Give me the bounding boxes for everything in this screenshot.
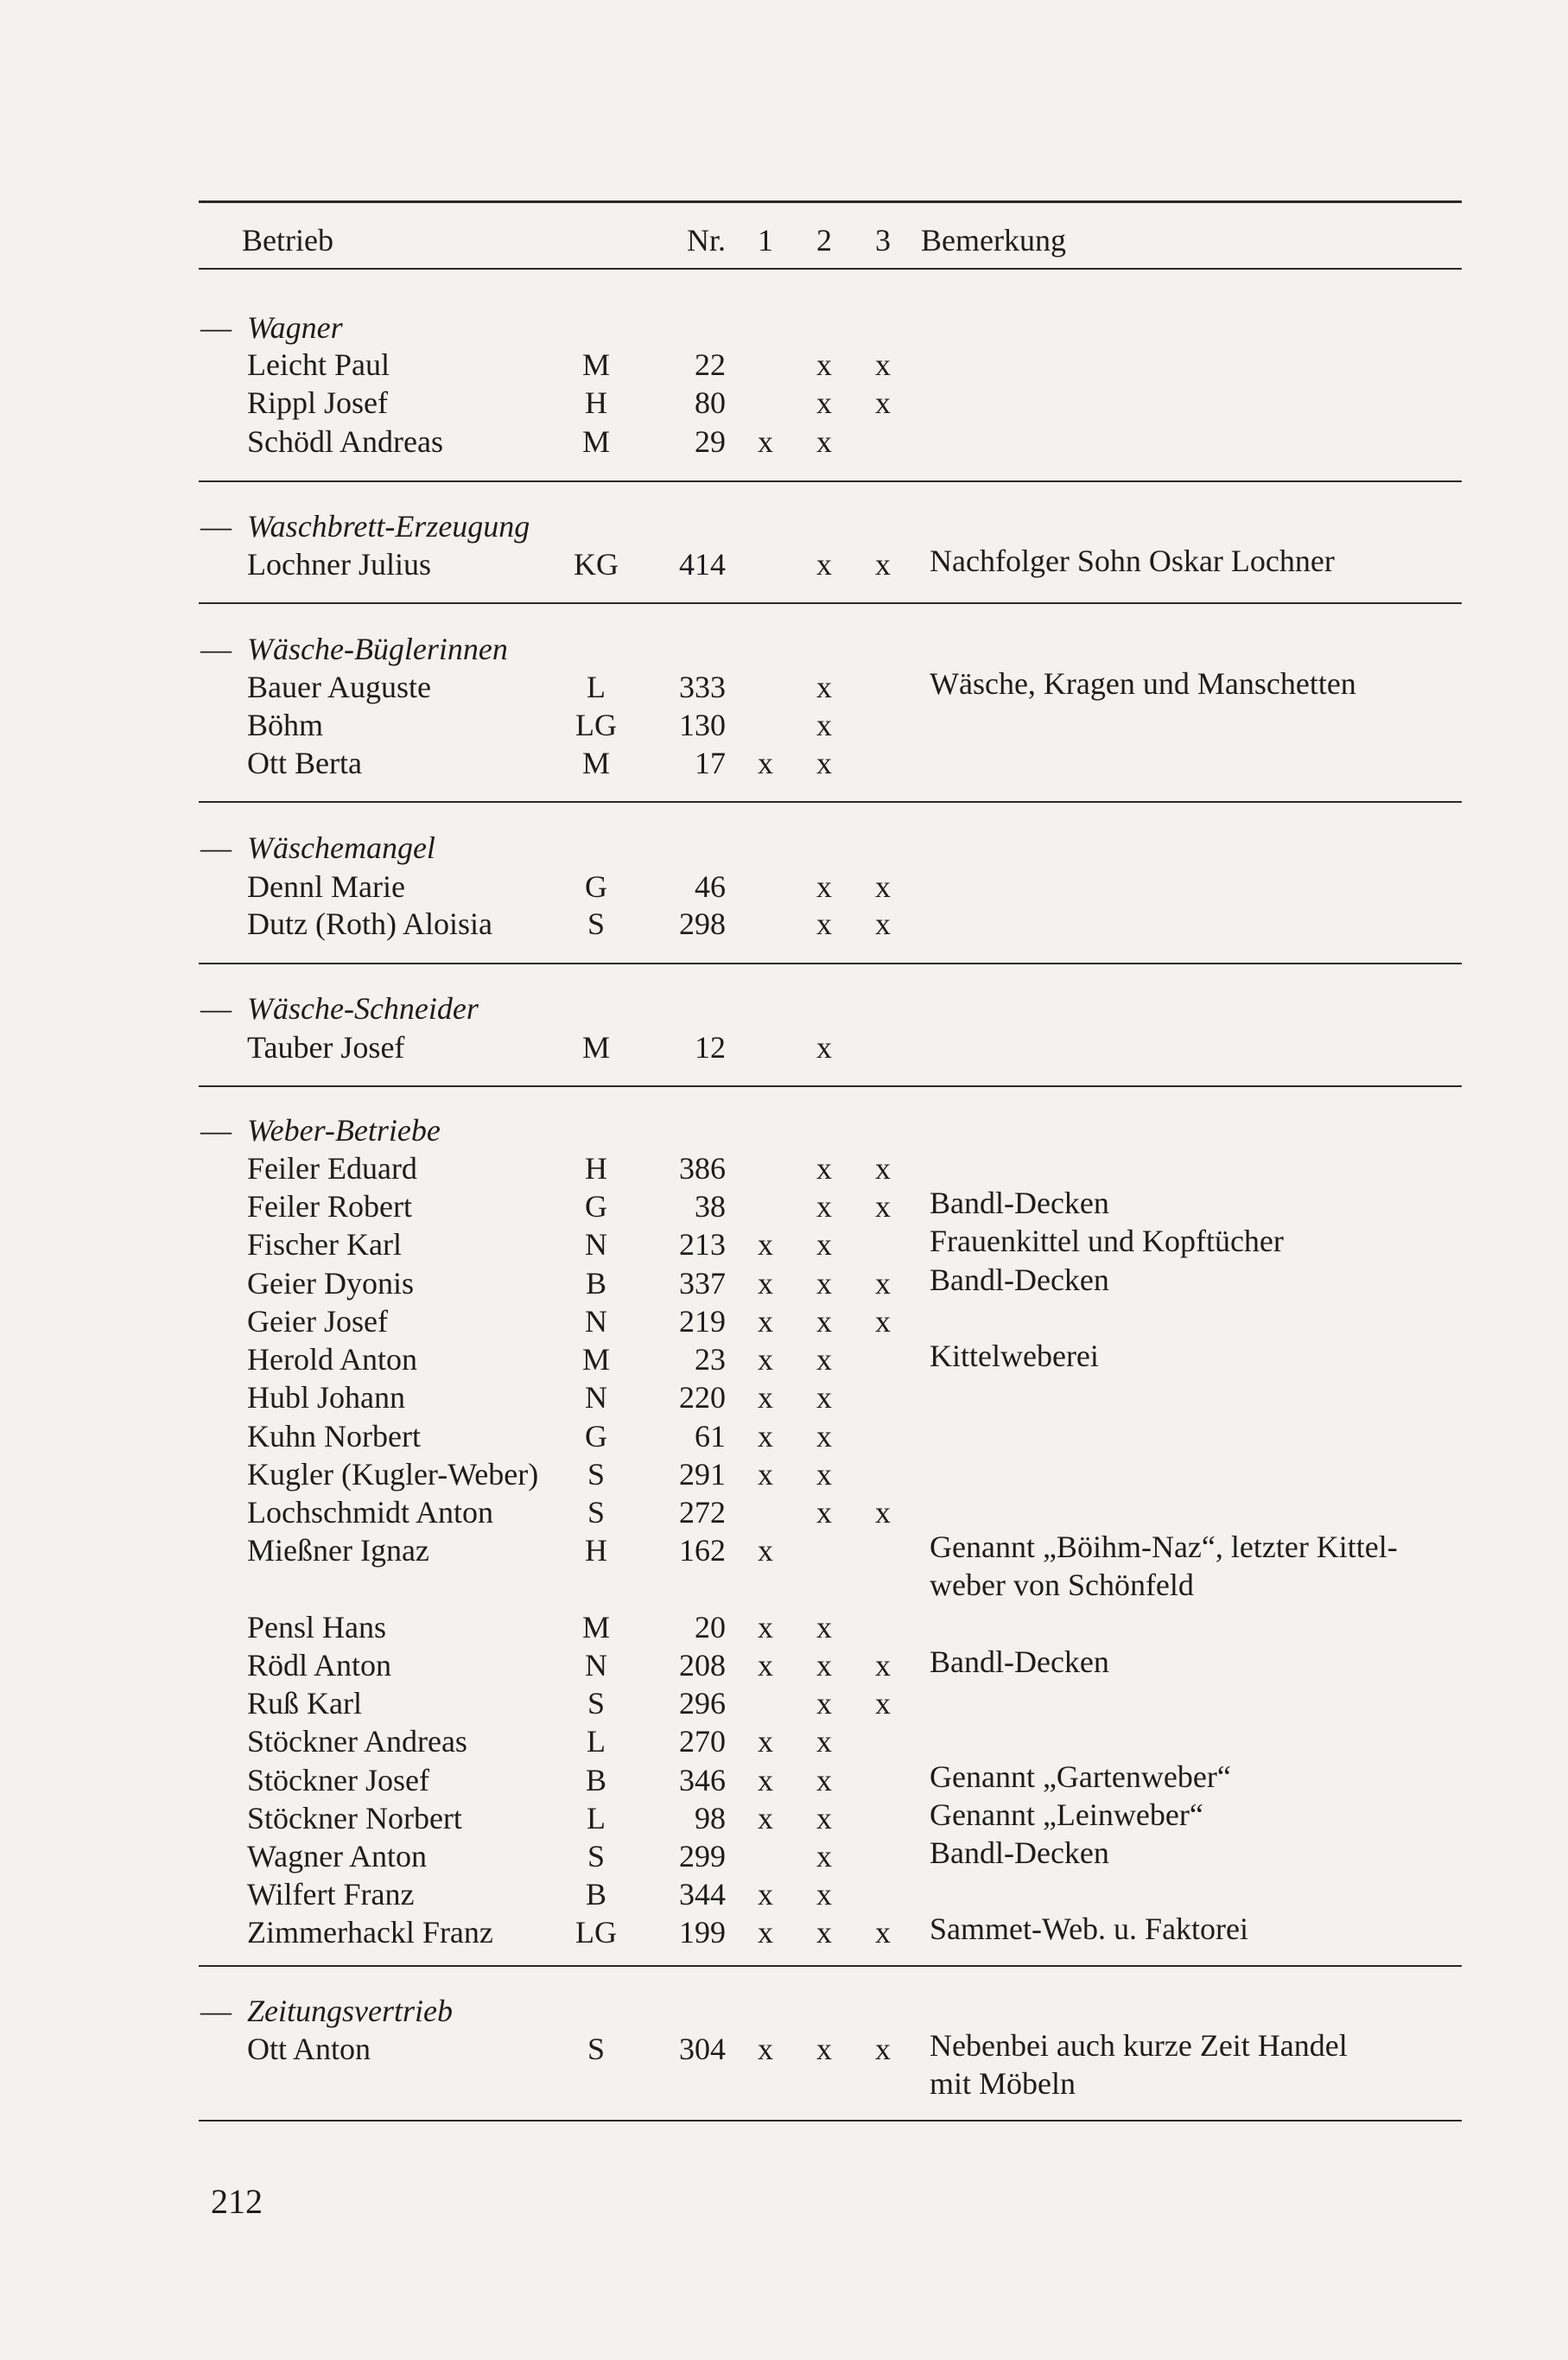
entry-mark-col-1: x bbox=[758, 1648, 773, 1683]
entry-number: 344 bbox=[679, 1877, 726, 1912]
entry-mark-col-1: x bbox=[758, 1801, 773, 1835]
entry-number: 333 bbox=[679, 670, 726, 704]
section-title: Wagner bbox=[247, 310, 343, 345]
entry-remark: Kittelweberei bbox=[930, 1339, 1099, 1373]
entry-code: B bbox=[585, 1877, 606, 1912]
entry-number: 213 bbox=[679, 1227, 726, 1262]
entry-mark-col-2: x bbox=[816, 1189, 832, 1224]
entry-code: M bbox=[581, 1610, 610, 1644]
entry-remark: Genannt „Gartenweber“ bbox=[930, 1759, 1231, 1794]
entry-number: 414 bbox=[679, 547, 726, 582]
section-rule bbox=[199, 963, 1462, 964]
entry-code: H bbox=[585, 1151, 607, 1186]
entry-name: Stöckner Norbert bbox=[247, 1801, 462, 1835]
entry-number: 296 bbox=[679, 1686, 726, 1721]
entry-mark-col-2: x bbox=[816, 1342, 832, 1377]
header-rule bbox=[199, 268, 1462, 270]
entry-mark-col-2: x bbox=[816, 1724, 832, 1759]
entry-mark-col-2: x bbox=[816, 1457, 832, 1492]
section-dash: — bbox=[200, 509, 232, 544]
entry-mark-col-1: x bbox=[758, 1342, 773, 1377]
entry-code: L bbox=[587, 670, 606, 704]
entry-name: Lochschmidt Anton bbox=[247, 1495, 493, 1530]
entry-name: Ruß Karl bbox=[247, 1686, 362, 1721]
entry-name: Tauber Josef bbox=[247, 1030, 405, 1065]
entry-mark-col-3: x bbox=[875, 1648, 891, 1683]
entry-name: Dutz (Roth) Aloisia bbox=[247, 906, 492, 941]
section-dash: — bbox=[200, 1994, 232, 2028]
entry-number: 337 bbox=[679, 1266, 726, 1301]
section-rule bbox=[199, 801, 1462, 803]
entry-code: S bbox=[587, 906, 606, 941]
entry-remark: Bandl-Decken bbox=[930, 1186, 1109, 1220]
entry-mark-col-2: x bbox=[816, 1419, 832, 1454]
entry-mark-col-2: x bbox=[816, 1915, 832, 1950]
entry-code: KG bbox=[574, 547, 619, 582]
entry-number: 46 bbox=[695, 869, 726, 904]
entry-name: Wilfert Franz bbox=[247, 1877, 415, 1912]
entry-mark-col-2: x bbox=[816, 670, 832, 704]
entry-code: S bbox=[587, 1839, 606, 1873]
entry-mark-col-1: x bbox=[758, 2032, 773, 2066]
entry-code: N bbox=[585, 1227, 607, 1262]
section-title: Waschbrett-Erzeugung bbox=[247, 509, 530, 544]
entry-code: M bbox=[581, 1342, 610, 1377]
entry-code: G bbox=[585, 1419, 607, 1454]
header-col-2: 2 bbox=[816, 223, 832, 258]
entry-number: 20 bbox=[695, 1610, 726, 1644]
entry-mark-col-2: x bbox=[816, 1266, 832, 1301]
entry-mark-col-1: x bbox=[758, 1877, 773, 1912]
entry-code: M bbox=[581, 746, 610, 780]
entry-number: 304 bbox=[679, 2032, 726, 2066]
entry-code: B bbox=[585, 1763, 606, 1797]
entry-mark-col-2: x bbox=[816, 869, 832, 904]
entry-mark-col-3: x bbox=[875, 1915, 891, 1950]
section-rule bbox=[199, 2120, 1462, 2121]
entry-name: Rödl Anton bbox=[247, 1648, 392, 1683]
entry-mark-col-1: x bbox=[758, 1419, 773, 1454]
entry-code: S bbox=[587, 1457, 606, 1492]
entry-number: 130 bbox=[679, 708, 726, 742]
entry-name: Rippl Josef bbox=[247, 385, 389, 420]
section-dash: — bbox=[200, 632, 232, 666]
entry-mark-col-3: x bbox=[875, 385, 891, 420]
entry-mark-col-1: x bbox=[758, 1227, 773, 1262]
entry-code: M bbox=[581, 1030, 610, 1065]
entry-code: N bbox=[585, 1304, 607, 1339]
entry-mark-col-2: x bbox=[816, 1839, 832, 1873]
entry-remark: Bandl-Decken bbox=[930, 1835, 1109, 1870]
entry-remark: Bandl-Decken bbox=[930, 1263, 1109, 1297]
section-title: Wäsche-Büglerinnen bbox=[247, 632, 508, 666]
header-col-1: 1 bbox=[758, 223, 773, 258]
entry-code: M bbox=[581, 347, 610, 382]
section-title: Zeitungsvertrieb bbox=[247, 1994, 453, 2028]
entry-code: L bbox=[587, 1801, 606, 1835]
header-bemerkung: Bemerkung bbox=[921, 223, 1066, 258]
entry-name: Böhm bbox=[247, 708, 324, 742]
entry-mark-col-2: x bbox=[816, 1227, 832, 1262]
entry-number: 220 bbox=[679, 1380, 726, 1415]
entry-name: Zimmerhackl Franz bbox=[247, 1915, 493, 1950]
entry-number: 17 bbox=[695, 746, 726, 780]
entry-remark: Nachfolger Sohn Oskar Lochner bbox=[930, 544, 1335, 578]
entry-name: Stöckner Josef bbox=[247, 1763, 429, 1797]
entry-name: Leicht Paul bbox=[247, 347, 390, 382]
section-rule bbox=[199, 602, 1462, 604]
entry-number: 272 bbox=[679, 1495, 726, 1530]
entry-mark-col-2: x bbox=[816, 385, 832, 420]
entry-mark-col-1: x bbox=[758, 1533, 773, 1568]
entry-code: S bbox=[587, 1495, 606, 1530]
entry-mark-col-2: x bbox=[816, 2032, 832, 2066]
entry-mark-col-2: x bbox=[816, 708, 832, 742]
section-rule bbox=[199, 1085, 1462, 1087]
entry-mark-col-2: x bbox=[816, 1495, 832, 1530]
entry-number: 219 bbox=[679, 1304, 726, 1339]
entry-number: 162 bbox=[679, 1533, 726, 1568]
entry-name: Geier Josef bbox=[247, 1304, 388, 1339]
entry-mark-col-2: x bbox=[816, 347, 832, 382]
section-rule bbox=[199, 1965, 1462, 1967]
entry-name: Wagner Anton bbox=[247, 1839, 428, 1873]
entry-name: Dennl Marie bbox=[247, 869, 405, 904]
entry-mark-col-1: x bbox=[758, 1457, 773, 1492]
entry-code: N bbox=[585, 1648, 607, 1683]
header-col-3: 3 bbox=[875, 223, 891, 258]
entry-name: Pensl Hans bbox=[247, 1610, 386, 1644]
entry-number: 298 bbox=[679, 906, 726, 941]
entry-mark-col-1: x bbox=[758, 1380, 773, 1415]
entry-remark: Wäsche, Kragen und Manschetten bbox=[930, 666, 1356, 701]
entry-mark-col-3: x bbox=[875, 906, 891, 941]
entry-mark-col-3: x bbox=[875, 1304, 891, 1339]
top-rule bbox=[199, 200, 1462, 203]
entry-mark-col-3: x bbox=[875, 1189, 891, 1224]
entry-mark-col-3: x bbox=[875, 1686, 891, 1721]
entry-code: S bbox=[587, 1686, 606, 1721]
entry-mark-col-1: x bbox=[758, 746, 773, 780]
entry-number: 270 bbox=[679, 1724, 726, 1759]
entry-mark-col-3: x bbox=[875, 1266, 891, 1301]
entry-number: 208 bbox=[679, 1648, 726, 1683]
entry-remark: Nebenbei auch kurze Zeit Handel bbox=[930, 2028, 1348, 2063]
entry-name: Kuhn Norbert bbox=[247, 1419, 421, 1454]
section-title: Weber-Betriebe bbox=[247, 1113, 441, 1148]
section-rule bbox=[199, 480, 1462, 482]
entry-mark-col-1: x bbox=[758, 424, 773, 459]
entry-mark-col-2: x bbox=[816, 1030, 832, 1065]
section-dash: — bbox=[200, 310, 232, 345]
entry-mark-col-1: x bbox=[758, 1763, 773, 1797]
section-title: Wäschemangel bbox=[247, 830, 435, 865]
entry-mark-col-2: x bbox=[816, 547, 832, 582]
entry-code: G bbox=[585, 1189, 607, 1224]
entry-number: 22 bbox=[695, 347, 726, 382]
entry-mark-col-1: x bbox=[758, 1304, 773, 1339]
entry-mark-col-2: x bbox=[816, 1686, 832, 1721]
entry-mark-col-2: x bbox=[816, 906, 832, 941]
page-number: 212 bbox=[211, 2182, 263, 2221]
entry-number: 80 bbox=[695, 385, 726, 420]
section-title: Wäsche-Schneider bbox=[247, 991, 479, 1026]
entry-code: H bbox=[585, 1533, 607, 1568]
entry-number: 346 bbox=[679, 1763, 726, 1797]
entry-mark-col-2: x bbox=[816, 1610, 832, 1644]
entry-code: M bbox=[581, 424, 610, 459]
entry-name: Geier Dyonis bbox=[247, 1266, 414, 1301]
header-betrieb: Betrieb bbox=[242, 223, 333, 258]
entry-mark-col-1: x bbox=[758, 1915, 773, 1950]
entry-mark-col-3: x bbox=[875, 1151, 891, 1186]
entry-mark-col-1: x bbox=[758, 1724, 773, 1759]
entry-name: Schödl Andreas bbox=[247, 424, 443, 459]
entry-mark-col-3: x bbox=[875, 547, 891, 582]
entry-name: Mießner Ignaz bbox=[247, 1533, 429, 1568]
entry-mark-col-3: x bbox=[875, 2032, 891, 2066]
entry-code: B bbox=[585, 1266, 606, 1301]
entry-mark-col-3: x bbox=[875, 1495, 891, 1530]
entry-code: H bbox=[585, 385, 607, 420]
entry-number: 291 bbox=[679, 1457, 726, 1492]
entry-mark-col-2: x bbox=[816, 1763, 832, 1797]
entry-code: LG bbox=[575, 708, 617, 742]
entry-remark-continued: weber von Schönfeld bbox=[930, 1568, 1194, 1602]
entry-number: 98 bbox=[695, 1801, 726, 1835]
entry-mark-col-3: x bbox=[875, 347, 891, 382]
entry-name: Ott Anton bbox=[247, 2032, 371, 2066]
entry-mark-col-2: x bbox=[816, 1877, 832, 1912]
entry-remark-continued: mit Möbeln bbox=[930, 2066, 1076, 2101]
entry-mark-col-2: x bbox=[816, 1801, 832, 1835]
entry-number: 38 bbox=[695, 1189, 726, 1224]
entry-number: 386 bbox=[679, 1151, 726, 1186]
entry-number: 299 bbox=[679, 1839, 726, 1873]
entry-number: 61 bbox=[695, 1419, 726, 1454]
entry-number: 199 bbox=[679, 1915, 726, 1950]
section-dash: — bbox=[200, 830, 232, 865]
entry-name: Kugler (Kugler-Weber) bbox=[247, 1457, 539, 1492]
entry-number: 29 bbox=[695, 424, 726, 459]
entry-mark-col-2: x bbox=[816, 1648, 832, 1683]
entry-remark: Frauenkittel und Kopftücher bbox=[930, 1224, 1284, 1258]
entry-number: 12 bbox=[695, 1030, 726, 1065]
entry-mark-col-2: x bbox=[816, 1380, 832, 1415]
section-dash: — bbox=[200, 991, 232, 1026]
entry-remark: Genannt „Leinweber“ bbox=[930, 1797, 1203, 1832]
entry-code: N bbox=[585, 1380, 607, 1415]
entry-remark: Bandl-Decken bbox=[930, 1644, 1109, 1679]
entry-name: Feiler Robert bbox=[247, 1189, 412, 1224]
entry-name: Feiler Eduard bbox=[247, 1151, 417, 1186]
entry-mark-col-1: x bbox=[758, 1610, 773, 1644]
entry-name: Stöckner Andreas bbox=[247, 1724, 467, 1759]
entry-name: Herold Anton bbox=[247, 1342, 417, 1377]
entry-remark: Genannt „Böihm-Naz“, letzter Kittel- bbox=[930, 1530, 1398, 1564]
entry-name: Bauer Auguste bbox=[247, 670, 431, 704]
entry-code: LG bbox=[575, 1915, 617, 1950]
entry-name: Ott Berta bbox=[247, 746, 362, 780]
entry-mark-col-2: x bbox=[816, 1304, 832, 1339]
entry-mark-col-2: x bbox=[816, 746, 832, 780]
entry-name: Hubl Johann bbox=[247, 1380, 405, 1415]
entry-mark-col-3: x bbox=[875, 869, 891, 904]
entry-mark-col-2: x bbox=[816, 424, 832, 459]
entry-remark: Sammet-Web. u. Faktorei bbox=[930, 1912, 1249, 1946]
entry-name: Fischer Karl bbox=[247, 1227, 402, 1262]
entry-code: L bbox=[587, 1724, 606, 1759]
header-nr: Nr. bbox=[687, 223, 726, 258]
section-dash: — bbox=[200, 1113, 232, 1148]
entry-name: Lochner Julius bbox=[247, 547, 431, 582]
entry-mark-col-1: x bbox=[758, 1266, 773, 1301]
entry-code: S bbox=[587, 2032, 606, 2066]
entry-code: G bbox=[585, 869, 607, 904]
entry-number: 23 bbox=[695, 1342, 726, 1377]
entry-mark-col-2: x bbox=[816, 1151, 832, 1186]
